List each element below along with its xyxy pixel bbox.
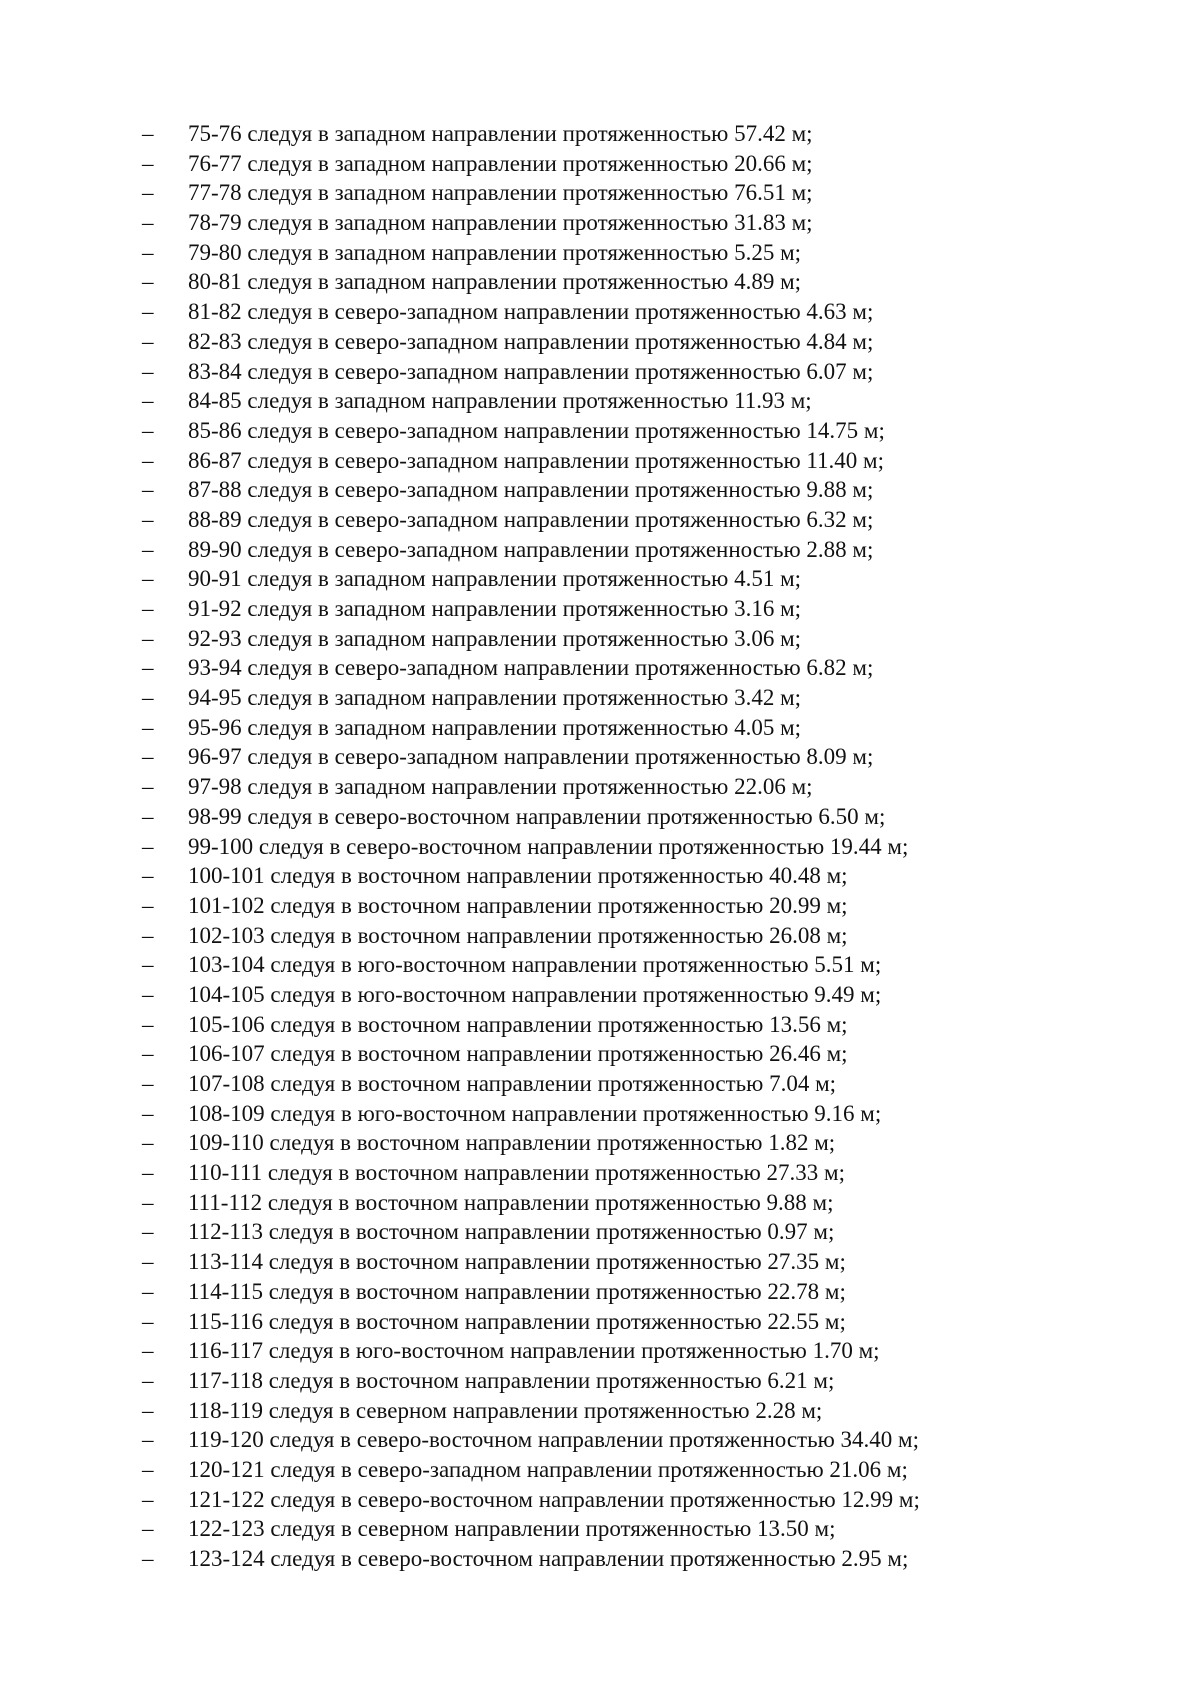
segment-description: 88-89 следуя в северо-западном направлении протяженностью 6.32 м; [188, 506, 874, 532]
list-item [142, 564, 920, 594]
bullet-dash: – [142, 981, 154, 1007]
list-item [142, 1277, 920, 1307]
segment-description: 115-116 следуя в восточном направлении протяженностью 22.55 м; [188, 1308, 846, 1334]
boundary-segment-list [142, 119, 920, 1574]
list-item [142, 1069, 920, 1099]
bullet-dash: – [142, 1160, 154, 1186]
list-item [142, 119, 920, 149]
segment-description: 86-87 следуя в северо-западном направлении протяженностью 11.40 м; [188, 447, 884, 473]
list-item [142, 267, 920, 297]
list-item [142, 1544, 920, 1574]
segment-description: 102-103 следуя в восточном направлении протяженностью 26.08 м; [188, 922, 848, 948]
segment-description: 92-93 следуя в западном направлении протяженностью 3.06 м; [188, 625, 802, 651]
list-item [142, 1485, 920, 1515]
list-item [142, 891, 920, 921]
segment-description: 84-85 следуя в западном направлении протяженностью 11.93 м; [188, 388, 812, 414]
segment-description: 117-118 следуя в восточном направлении протяженностью 6.21 м; [188, 1367, 835, 1393]
list-item [142, 238, 920, 268]
list-item [142, 802, 920, 832]
segment-description: 109-110 следуя в восточном направлении протяженностью 1.82 м; [188, 1130, 836, 1156]
segment-description: 98-99 следуя в северо-восточном направлении протяженностью 6.50 м; [188, 803, 886, 829]
list-item [142, 594, 920, 624]
bullet-dash: – [142, 477, 154, 503]
bullet-dash: – [142, 863, 154, 889]
bullet-dash: – [142, 1011, 154, 1037]
bullet-dash: – [142, 1100, 154, 1126]
segment-description: 81-82 следуя в северо-западном направлении протяженностью 4.63 м; [188, 299, 874, 325]
bullet-dash: – [142, 744, 154, 770]
list-item [142, 208, 920, 238]
list-item [142, 149, 920, 179]
list-item [142, 178, 920, 208]
segment-description: 118-119 следуя в северном направлении протяженностью 2.28 м; [188, 1397, 823, 1423]
bullet-dash: – [142, 239, 154, 265]
bullet-dash: – [142, 952, 154, 978]
segment-description: 121-122 следуя в северо-восточном направлении протяженностью 12.99 м; [188, 1486, 920, 1512]
bullet-dash: – [142, 1278, 154, 1304]
bullet-dash: – [142, 922, 154, 948]
segment-description: 91-92 следуя в западном направлении протяженностью 3.16 м; [188, 596, 802, 621]
segment-description: 103-104 следуя в юго-восточном направлении протяженностью 5.51 м; [188, 952, 882, 978]
bullet-dash: – [142, 625, 154, 651]
bullet-dash: – [142, 358, 154, 384]
segment-description: 119-120 следуя в северо-восточном направлении протяженностью 34.40 м; [188, 1427, 919, 1453]
bullet-dash: – [142, 269, 154, 295]
segment-description: 78-79 следуя в западном направлении протяженностью 31.83 м; [188, 210, 813, 236]
segment-description: 101-102 следуя в восточном направлении протяженностью 20.99 м; [188, 892, 848, 918]
bullet-dash: – [142, 1308, 154, 1334]
segment-description: 99-100 следуя в северо-восточном направлении протяженностью 19.44 м; [188, 833, 909, 859]
list-item [142, 772, 920, 802]
segment-description: 77-78 следуя в западном направлении протяженностью 76.51 м; [188, 180, 813, 206]
list-item [142, 1396, 920, 1426]
segment-description: 90-91 следуя в западном направлении протяженностью 4.51 м; [188, 566, 802, 592]
bullet-dash: – [142, 121, 154, 146]
bullet-dash: – [142, 1338, 154, 1364]
list-item [142, 713, 920, 743]
bullet-dash: – [142, 506, 154, 532]
list-item [142, 832, 920, 862]
list-item [142, 446, 920, 476]
segment-description: 110-111 следуя в восточном направлении протяженностью 27.33 м; [188, 1160, 845, 1186]
segment-description: 97-98 следуя в западном направлении протяженностью 22.06 м; [188, 774, 813, 800]
bullet-dash: – [142, 1397, 154, 1423]
segment-description: 116-117 следуя в юго-восточном направлении протяженностью 1.70 м; [188, 1338, 880, 1364]
list-item [142, 1425, 920, 1455]
bullet-dash: – [142, 774, 154, 800]
list-item [142, 1217, 920, 1247]
list-item [142, 386, 920, 416]
bullet-dash: – [142, 328, 154, 354]
segment-description: 89-90 следуя в северо-западном направлении протяженностью 2.88 м; [188, 536, 874, 562]
list-item [142, 1158, 920, 1188]
bullet-dash: – [142, 150, 154, 176]
segment-description: 113-114 следуя в восточном направлении протяженностью 27.35 м; [188, 1249, 846, 1275]
list-item [142, 1366, 920, 1396]
bullet-dash: – [142, 1249, 154, 1275]
list-item [142, 742, 920, 772]
bullet-dash: – [142, 1071, 154, 1096]
segment-description: 120-121 следуя в северо-западном направлении протяженностью 21.06 м; [188, 1456, 908, 1482]
list-item [142, 1039, 920, 1069]
list-item [142, 1336, 920, 1366]
segment-description: 122-123 следуя в северном направлении протяженностью 13.50 м; [188, 1516, 836, 1542]
bullet-dash: – [142, 1516, 154, 1542]
segment-description: 112-113 следуя в восточном направлении протяженностью 0.97 м; [188, 1219, 835, 1245]
list-item [142, 297, 920, 327]
bullet-dash: – [142, 1546, 154, 1571]
list-item [142, 1307, 920, 1337]
bullet-dash: – [142, 685, 154, 711]
list-item [142, 980, 920, 1010]
bullet-dash: – [142, 536, 154, 562]
bullet-dash: – [142, 1189, 154, 1215]
bullet-dash: – [142, 388, 154, 414]
bullet-dash: – [142, 299, 154, 325]
bullet-dash: – [142, 714, 154, 740]
list-item [142, 861, 920, 891]
segment-description: 82-83 следуя в северо-западном направлении протяженностью 4.84 м; [188, 328, 874, 354]
segment-description: 87-88 следуя в северо-западном направлении протяженностью 9.88 м; [188, 477, 874, 503]
list-item [142, 505, 920, 535]
segment-description: 76-77 следуя в западном направлении протяженностью 20.66 м; [188, 150, 813, 176]
segment-description: 94-95 следуя в западном направлении протяженностью 3.42 м; [188, 685, 802, 711]
list-item [142, 535, 920, 565]
list-item [142, 357, 920, 387]
bullet-dash: – [142, 596, 154, 621]
segment-description: 108-109 следуя в юго-восточном направлении протяженностью 9.16 м; [188, 1100, 882, 1126]
bullet-dash: – [142, 180, 154, 206]
list-item [142, 653, 920, 683]
list-item [142, 1188, 920, 1218]
segment-description: 95-96 следуя в западном направлении протяженностью 4.05 м; [188, 714, 802, 740]
bullet-dash: – [142, 1456, 154, 1482]
list-item [142, 1010, 920, 1040]
list-item [142, 624, 920, 654]
segment-description: 79-80 следуя в западном направлении протяженностью 5.25 м; [188, 239, 802, 265]
bullet-dash: – [142, 447, 154, 473]
list-item [142, 475, 920, 505]
list-item [142, 683, 920, 713]
list-item [142, 1247, 920, 1277]
bullet-dash: – [142, 1486, 154, 1512]
bullet-dash: – [142, 566, 154, 592]
segment-description: 100-101 следуя в восточном направлении протяженностью 40.48 м; [188, 863, 848, 889]
bullet-dash: – [142, 1367, 154, 1393]
bullet-dash: – [142, 655, 154, 681]
list-item [142, 1099, 920, 1129]
segment-description: 107-108 следуя в восточном направлении протяженностью 7.04 м; [188, 1071, 837, 1096]
bullet-dash: – [142, 1427, 154, 1453]
segment-description: 123-124 следуя в северо-восточном направлении протяженностью 2.95 м; [188, 1546, 909, 1571]
segment-description: 93-94 следуя в северо-западном направлении протяженностью 6.82 м; [188, 655, 874, 681]
bullet-dash: – [142, 892, 154, 918]
list-item [142, 1455, 920, 1485]
bullet-dash: – [142, 1041, 154, 1067]
segment-description: 111-112 следуя в восточном направлении протяженностью 9.88 м; [188, 1189, 834, 1215]
segment-description: 96-97 следуя в северо-западном направлении протяженностью 8.09 м; [188, 744, 874, 770]
list-item [142, 921, 920, 951]
segment-description: 75-76 следуя в западном направлении протяженностью 57.42 м; [188, 121, 813, 146]
segment-description: 83-84 следуя в северо-западном направлении протяженностью 6.07 м; [188, 358, 874, 384]
bullet-dash: – [142, 803, 154, 829]
segment-description: 114-115 следуя в восточном направлении протяженностью 22.78 м; [188, 1278, 846, 1304]
list-item [142, 1128, 920, 1158]
list-item [142, 327, 920, 357]
list-item [142, 416, 920, 446]
bullet-dash: – [142, 417, 154, 443]
segment-description: 105-106 следуя в восточном направлении протяженностью 13.56 м; [188, 1011, 848, 1037]
segment-description: 106-107 следуя в восточном направлении протяженностью 26.46 м; [188, 1041, 848, 1067]
bullet-dash: – [142, 210, 154, 236]
segment-description: 104-105 следуя в юго-восточном направлении протяженностью 9.49 м; [188, 981, 882, 1007]
segment-description: 85-86 следуя в северо-западном направлении протяженностью 14.75 м; [188, 417, 885, 443]
list-item [142, 1514, 920, 1544]
segment-description: 80-81 следуя в западном направлении протяженностью 4.89 м; [188, 269, 802, 295]
bullet-dash: – [142, 1130, 154, 1156]
list-item [142, 950, 920, 980]
bullet-dash: – [142, 1219, 154, 1245]
bullet-dash: – [142, 833, 154, 859]
